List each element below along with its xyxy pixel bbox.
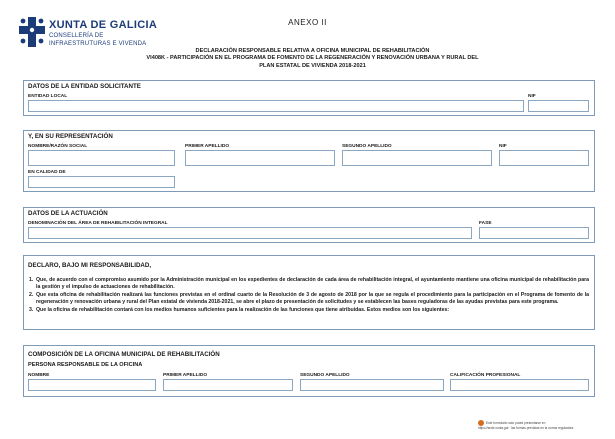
segundo-apellido-resp-field[interactable] bbox=[300, 379, 444, 391]
section-declaration bbox=[23, 255, 595, 330]
declaration-item-number: 3. bbox=[29, 307, 34, 314]
primer-apellido-rep-field[interactable] bbox=[185, 150, 335, 166]
label-calidad-de: EN CALIDAD DE bbox=[28, 170, 66, 175]
section-rep-heading: Y, EN SU REPRESENTACIÓN bbox=[28, 133, 113, 140]
section-actuacion-heading: DATOS DE LA ACTUACIÓN bbox=[28, 210, 108, 217]
footer-note bbox=[478, 420, 598, 430]
segundo-apellido-rep-field[interactable] bbox=[342, 150, 492, 166]
logo-sub-line-2: INFRAESTRUTURAS E VIVENDA bbox=[49, 40, 147, 47]
label-nombre-rep: NOMBRE/RAZÓN SOCIAL bbox=[28, 144, 88, 149]
annex-text: ANEXO II bbox=[288, 18, 327, 27]
nombre-resp-field[interactable] bbox=[28, 379, 156, 391]
primer-apellido-resp-field[interactable] bbox=[163, 379, 293, 391]
calidad-de-field[interactable] bbox=[28, 176, 175, 188]
declaration-item bbox=[29, 292, 589, 306]
label-nombre-resp: NOMBRE bbox=[28, 373, 50, 378]
declaration-item-text: Que, de acuerdo con el compromiso asumido por la Administración municipal en los expedientes de declaración de cada área de rehabilitación integral, el ayuntamiento mantiene una oficina municipal de rehabilitación para la gestión y el impulso de actuaciones de rehabilitación. bbox=[36, 277, 589, 290]
label-calificacion: CALIFICACIÓN PROFESIONAL bbox=[450, 373, 521, 378]
label-primer-apellido-resp: PRIMER APELLIDO bbox=[163, 373, 208, 378]
declaration-item-number: 2. bbox=[29, 292, 34, 299]
section-comp-subheading: PERSONA RESPONSABLE DE LA OFICINA bbox=[28, 362, 143, 368]
nif-entidad-field[interactable] bbox=[528, 100, 589, 112]
title-line-2: VI408K - PARTICIPACIÓN EN EL PROGRAMA DE FOMENTO DE LA REGENERACIÓN Y RENOVACIÓN URBANA Y RURAL DEL bbox=[146, 55, 479, 62]
declaration-item bbox=[29, 307, 589, 314]
section-comp-heading: COMPOSICIÓN DE LA OFICINA MUNICIPAL DE REHABILITACIÓN bbox=[28, 351, 220, 358]
title-line-1: DECLARACIÓN RESPONSABLE RELATIVA A OFICINA MUNICIPAL DE REHABILITACIÓN bbox=[195, 48, 430, 54]
logo-title: XUNTA DE GALICIA bbox=[49, 19, 158, 31]
annex-label bbox=[0, 18, 615, 27]
nif-rep-field[interactable] bbox=[499, 150, 589, 166]
label-nif-entidad: NIF bbox=[528, 94, 536, 99]
title-line-3: PLAN ESTATAL DE VIVIENDA 2018-2021 bbox=[259, 62, 366, 69]
section-actuacion bbox=[23, 207, 595, 243]
label-fase: FASE bbox=[479, 221, 492, 226]
section-decl-heading: DECLARO, BAJO MI RESPONSABILIDAD, bbox=[28, 262, 152, 269]
label-entidad-local: ENTIDAD LOCAL bbox=[28, 94, 68, 99]
label-area-rehabilitacion: DENOMINACIÓN DEL ÁREA DE REHABILITACIÓN INTEGRAL bbox=[28, 221, 168, 226]
calificacion-field[interactable] bbox=[450, 379, 589, 391]
logo-subtitle bbox=[49, 33, 146, 48]
section-composition bbox=[23, 345, 595, 397]
declaration-item-text: Que la oficina de rehabilitación contará con los medios humanos suficientes para la realización de las funciones que tiene atribuidas. Estos medios son los siguientes: bbox=[36, 307, 450, 314]
label-primer-apellido-rep: PRIMER APELLIDO bbox=[185, 144, 230, 149]
nombre-rep-field[interactable] bbox=[28, 150, 175, 166]
logo-sub-line-1: CONSELLERÍA DE bbox=[49, 33, 104, 39]
document-title bbox=[90, 48, 535, 70]
footer-line-1-text: Este formulario solo podrá presentarse en bbox=[486, 420, 546, 425]
label-nif-rep: NIF bbox=[499, 144, 507, 149]
declaration-list bbox=[29, 277, 589, 316]
declaration-item-number: 1. bbox=[29, 277, 34, 283]
section-entity-heading: DATOS DE LA ENTIDAD SOLICITANTE bbox=[28, 83, 141, 90]
declaration-item bbox=[29, 277, 589, 291]
declaration-item-text: Que esta oficina de rehabilitación realizará las funciones previstas en el ordinal cuarto de la Resolución de 3 de agosto de 2018 por la que se regula el procedimiento para la participación en el Programa de fomento de la regeneración y renovación urbana y rural del Plan estatal de vivienda 2018-2021, se abre el plazo de presentación de solicitudes y se establecen las bases reguladoras de las ayudas previstas para este programa. bbox=[36, 292, 589, 306]
label-segundo-apellido-rep: SEGUNDO APELLIDO bbox=[342, 144, 392, 149]
entidad-local-field[interactable] bbox=[28, 100, 524, 112]
section-entity bbox=[23, 80, 595, 116]
label-segundo-apellido-resp: SEGUNDO APELLIDO bbox=[300, 373, 350, 378]
area-rehabilitacion-field[interactable] bbox=[28, 227, 472, 239]
section-representation bbox=[23, 130, 595, 192]
fase-field[interactable] bbox=[479, 227, 589, 239]
footer-line-2: https://sede.xunta.gal · las formas previstas en la norma reguladora bbox=[478, 426, 574, 430]
